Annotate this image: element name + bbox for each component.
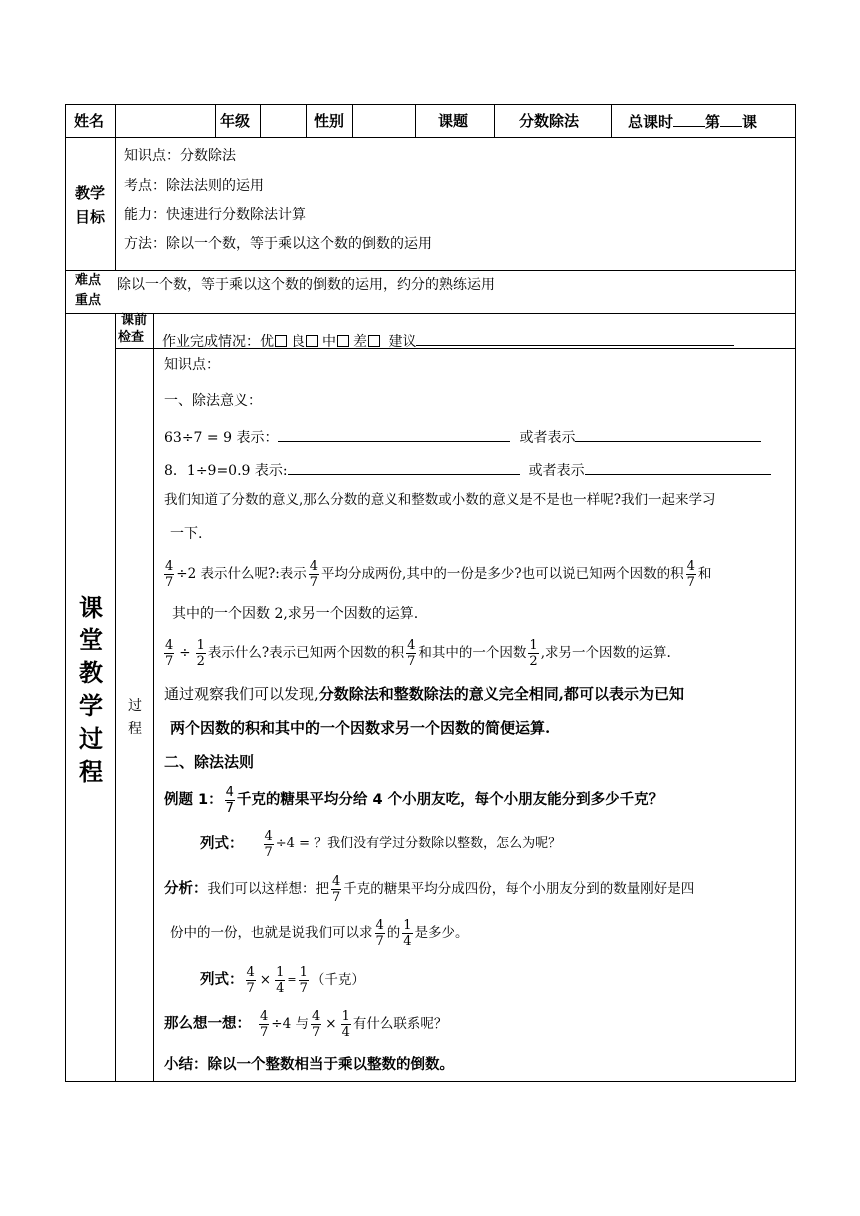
rule (115, 104, 116, 271)
precheck-label-2: 检查 (118, 330, 145, 345)
formula-2 (200, 962, 365, 998)
analysis-text-b: 千克的糖果平均分成四份，每个小朋友分到的数量刚好是四 (343, 881, 695, 897)
analysis-label: 分析： (164, 881, 208, 897)
topic-value: 分数除法 (519, 112, 580, 130)
fraction-4-7: $\frac{4}{7}$ (332, 873, 341, 905)
observation-line-2: 两个因数的积和其中的一个因数求另一个因数的简便运算. (170, 719, 551, 737)
fraction-1-2: $\frac{1}{2}$ (196, 637, 205, 669)
formula-1-rest: ÷4 = ？我们没有学过分数除以整数，怎么为呢？ (275, 836, 562, 851)
goal-item: 方法：除以一个数，等于乘以这个数的倒数的运用 (124, 236, 432, 252)
goals-label-1: 教学 (75, 184, 106, 202)
process-label-2: 程 (128, 721, 142, 737)
total-blank (673, 112, 705, 127)
goal-item: 考点：除法法则的运用 (124, 178, 264, 194)
total-lessons (628, 112, 757, 131)
ex2-blank-2[interactable] (585, 460, 771, 475)
rule (494, 104, 495, 138)
process-label-1: 过 (128, 698, 142, 714)
name-label: 姓名 (74, 112, 105, 130)
example-text: 千克的糖果平均分给 4 个小朋友吃，每个小朋友能分到多少千克？ (236, 792, 664, 808)
analysis-line-1 (164, 871, 694, 907)
fraction-4-7: $\frac{4}{7}$ (264, 828, 273, 860)
analysis-text-c: 份中的一份，也就是说我们可以求 (170, 925, 373, 941)
grade-label: 年级 (220, 112, 251, 130)
difficulty-label-2: 重点 (75, 293, 102, 308)
classroom-char: 学 (79, 692, 103, 720)
goals-label-2: 目标 (75, 208, 106, 226)
formula-label: 列式： (200, 972, 244, 988)
fraction-4-7: $\frac{4}{7}$ (311, 1008, 321, 1040)
rule (65, 313, 796, 314)
rule (65, 270, 796, 271)
fraction-4-7: $\frac{4}{7}$ (246, 964, 255, 996)
rule (153, 313, 154, 1082)
option-good: 良 (291, 334, 305, 350)
formula-1 (200, 826, 561, 862)
rule (65, 104, 66, 1082)
question-1-line-1 (162, 558, 711, 590)
q2-text-c: ,求另一个因数的运算. (540, 645, 671, 661)
rule (215, 104, 216, 138)
divide-sign: ÷ (179, 645, 191, 661)
ex1-or: 或者表示 (519, 430, 576, 446)
observation-bold-1: 分数除法和整数除法的意义完全相同,都可以表示为已知 (318, 685, 685, 703)
example-label: 例题 1： (164, 792, 223, 808)
precheck-label-1: 课前 (121, 313, 148, 328)
section-1-heading: 一、除法意义： (164, 393, 262, 409)
fraction-1-2: $\frac{1}{2}$ (529, 637, 538, 669)
homework-prefix: 作业完成情况： (162, 334, 260, 350)
observation-line-1 (164, 684, 684, 704)
fraction-4-7: $\frac{4}{7}$ (225, 784, 234, 816)
fraction-4-7: $\frac{4}{7}$ (165, 558, 174, 590)
classroom-char: 堂 (79, 626, 103, 654)
summary: 小结：除以一个整数相当于乘以整数的倒数。 (164, 1057, 454, 1073)
homework-check (162, 331, 734, 351)
rule (65, 137, 796, 138)
formula-unit: （千克） (310, 972, 365, 988)
analysis-text-d: 的 (386, 925, 401, 941)
topic-label: 课题 (438, 112, 469, 130)
fraction-4-7: $\frac{4}{7}$ (309, 558, 319, 590)
rule (115, 313, 116, 1082)
fraction-1-7: $\frac{1}{7}$ (299, 964, 308, 996)
gender-label: 性别 (314, 112, 345, 130)
section-2-heading: 二、除法法则 (164, 753, 255, 771)
rule (65, 1081, 796, 1082)
fraction-4-7: $\frac{4}{7}$ (375, 917, 384, 949)
goal-item: 能力：快速进行分数除法计算 (124, 207, 306, 223)
fraction-4-7: $\frac{4}{7}$ (165, 637, 174, 669)
knowledge-heading: 知识点： (164, 357, 220, 373)
fraction-4-7: $\frac{4}{7}$ (407, 637, 416, 669)
think-end: 有什么联系呢？ (352, 1016, 448, 1032)
option-poor: 差 (353, 334, 367, 350)
classroom-char: 程 (79, 758, 103, 786)
fraction-1-4: $\frac{1}{4}$ (403, 917, 412, 949)
ex1-blank-2[interactable] (575, 427, 761, 442)
checkbox-excellent[interactable] (275, 335, 287, 347)
nth-label: 第 (705, 113, 721, 131)
example-8-1 (164, 460, 771, 480)
total-label: 总课时 (628, 113, 674, 131)
think-divide: ÷4 与 (271, 1016, 309, 1032)
goal-item: 知识点：分数除法 (124, 148, 236, 164)
fraction-1-4: $\frac{1}{4}$ (341, 1008, 350, 1040)
rule (611, 104, 612, 138)
formula-label: 列式： (200, 836, 244, 852)
ex2-or: 或者表示 (528, 463, 585, 479)
analysis-line-2 (170, 915, 469, 951)
rule (352, 104, 353, 138)
ex2-left: 8．1÷9=0.9 表示: (164, 463, 288, 479)
paragraph-1-line-2: 一下. (170, 526, 203, 542)
think-line (164, 1006, 447, 1042)
rule (795, 104, 796, 1082)
think-label: 那么想一想： (164, 1016, 251, 1032)
example-1 (164, 782, 663, 818)
analysis-text-e: 是多少。 (414, 925, 469, 941)
option-excellent: 优 (260, 334, 274, 350)
ex2-blank-1[interactable] (288, 460, 520, 475)
times-sign: × (325, 1016, 337, 1032)
observation-prefix: 通过观察我们可以发现, (164, 685, 319, 703)
classroom-char: 课 (79, 594, 103, 622)
difficulty-label-1: 难点 (75, 273, 102, 288)
ex1-blank-1[interactable] (278, 427, 510, 442)
checkbox-good[interactable] (306, 335, 318, 347)
rule (65, 104, 796, 105)
q1-text-c: 和 (697, 566, 712, 582)
difficulty-text: 除以一个数，等于乘以这个数的倒数的运用，约分的熟练运用 (117, 277, 495, 293)
question-2 (162, 637, 671, 669)
suggest-blank[interactable] (416, 331, 734, 346)
question-1-line-2: 其中的一个因数 2,求另一个因数的运算. (172, 606, 419, 622)
rule (415, 104, 416, 138)
classroom-char: 过 (79, 725, 103, 753)
checkbox-poor[interactable] (368, 335, 380, 347)
fraction-4-7: $\frac{4}{7}$ (260, 1008, 269, 1040)
q1-text-b: 平均分成两份,其中的一份是多少?也可以说已知两个因数的积 (321, 566, 684, 582)
equals-sign: = (287, 973, 297, 986)
rule (260, 104, 261, 138)
checkbox-medium[interactable] (337, 335, 349, 347)
option-medium: 中 (322, 334, 336, 350)
rule (306, 104, 307, 138)
ex1-left: 63÷7 = 9 表示： (164, 430, 279, 446)
q2-text-b: 和其中的一个因数 (418, 645, 527, 661)
fraction-1-4: $\frac{1}{4}$ (276, 964, 285, 996)
times-sign: × (259, 972, 272, 988)
q2-text-a: 表示什么?表示已知两个因数的积 (207, 645, 405, 661)
fraction-4-7: $\frac{4}{7}$ (686, 558, 695, 590)
lesson-label: 课 (742, 113, 758, 131)
example-63 (164, 427, 761, 447)
suggest-label: 建议 (388, 334, 417, 350)
classroom-char: 教 (79, 659, 103, 687)
nth-blank (720, 112, 742, 127)
analysis-text-a: 我们可以这样想：把 (207, 881, 329, 897)
paragraph-1-line-1: 我们知道了分数的意义,那么分数的意义和整数或小数的意义是不是也一样呢?我们一起来学习 (164, 492, 716, 508)
q1-text-a: ÷2 表示什么呢?:表示 (176, 566, 307, 582)
